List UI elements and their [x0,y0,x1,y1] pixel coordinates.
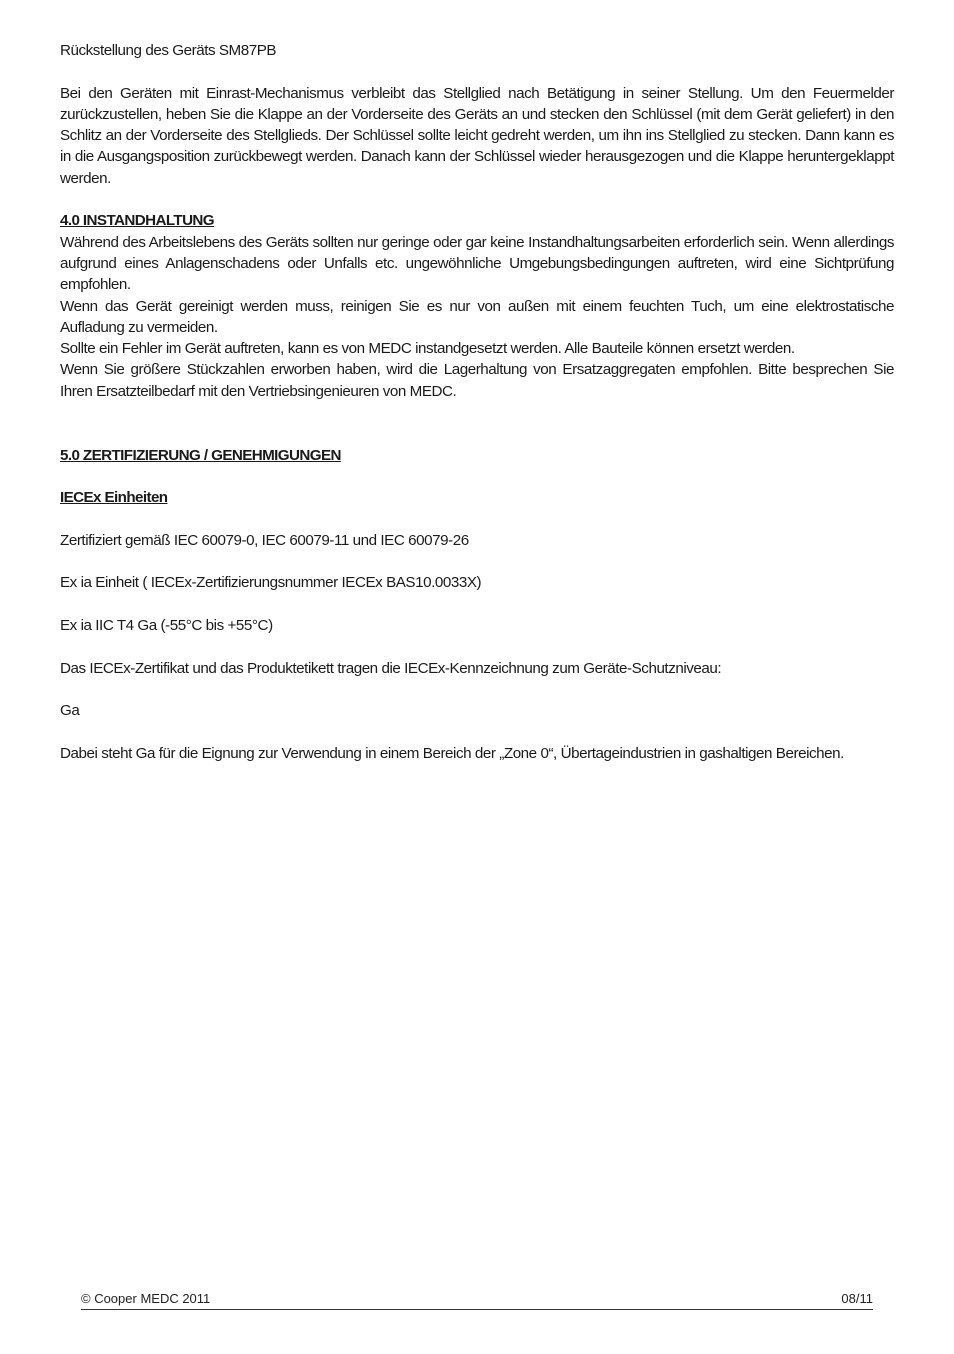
maintenance-paragraph-1: Während des Arbeitslebens des Geräts sollten nur geringe oder gar keine Instandhaltungsarbeiten erforderlich sein. Wenn allerdings aufgrund eines Anlagenschadens oder Unfalls etc. ungewöhnliche Umgebungsbedingungen auftreten, wird eine Sichtprüfung empfohlen. [60,233,894,294]
protection-level: Ga [60,702,80,720]
spacer [60,61,894,82]
level-explanation: Dabei steht Ga für die Eignung zur Verwendung in einem Bereich der „Zone 0“, Übertageindustrien in gashaltigen Bereichen. [60,744,844,762]
certified-standards: Zertifiziert gemäß IEC 60079-0, IEC 60079-11 und IEC 60079-26 [60,531,469,549]
marking-description: Das IECEx-Zertifikat und das Produktetikett tragen die IECEx-Kennzeichnung zum Geräte-Schutzniveau: [60,659,722,677]
maintenance-paragraph-3: Sollte ein Fehler im Gerät auftreten, kann es von MEDC instandgesetzt werden. Alle Bauteile können ersetzt werden. [60,340,795,358]
spacer [60,402,894,445]
footer-copyright: © Cooper MEDC 2011 [81,1291,211,1306]
spacer [60,722,894,743]
protection-rating: Ex ia IIC T4 Ga (-55°C bis +55°C) [60,617,273,635]
page-footer [81,1291,873,1310]
maintenance-paragraph-4: Wenn Sie größere Stückzahlen erworben haben, wird die Lagerhaltung von Ersatzaggregaten empfohlen. Bitte besprechen Sie Ihren Ersatzteilbedarf mit den Vertriebsingenieuren von MEDC. [60,361,894,400]
spacer [60,509,894,530]
reset-paragraph: Bei den Geräten mit Einrast-Mechanismus verbleibt das Stellglied nach Betätigung in seiner Stellung. Um den Feuermelder zurückzustellen, heben Sie die Klappe an der Vorderseite des Geräts an und stecken den Schlüssel (mit dem Gerät geliefert) in den Schlitz an der Vorderseite des Stellglieds. Der Schlüssel sollte leicht gedreht werden, um ihn ins Stellglied zu stecken. Dann kann es in die Ausgangsposition zurückbewegt werden. Danach kann der Schlüssel wieder herausgezogen und die Klappe heruntergeklappt werden. [60,84,894,187]
document-page [60,40,894,764]
certificate-number: Ex ia Einheit ( IECEx-Zertifizierungsnummer IECEx BAS10.0033X) [60,574,482,592]
maintenance-heading: 4.0 INSTANDHALTUNG [60,212,215,230]
certification-heading: 5.0 ZERTIFIZIERUNG / GENEHMIGUNGEN [60,446,341,464]
spacer [60,189,894,210]
spacer [60,636,894,657]
spacer [60,466,894,487]
iecex-units-heading: IECEx Einheiten [60,489,168,507]
footer-date: 08/11 [841,1291,873,1306]
spacer [60,551,894,572]
maintenance-paragraph-2: Wenn das Gerät gereinigt werden muss, reinigen Sie es nur von außen mit einem feuchten Tuch, um eine elektrostatische Aufladung zu vermeiden. [60,297,894,336]
spacer [60,679,894,700]
reset-title: Rückstellung des Geräts SM87PB [60,42,277,59]
spacer [60,594,894,615]
